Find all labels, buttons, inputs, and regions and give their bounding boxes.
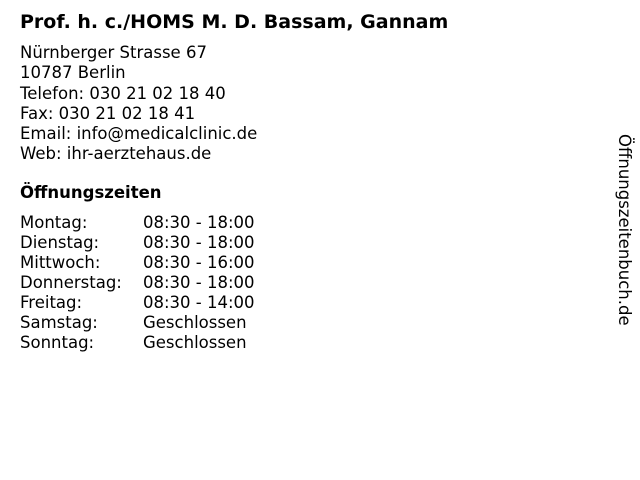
day-label: Dienstag:: [20, 233, 100, 252]
practice-title: Prof. h. c./HOMS M. D. Bassam, Gannam: [20, 11, 449, 33]
day-label: Donnerstag:: [20, 273, 122, 292]
time-value: Geschlossen: [143, 333, 247, 352]
city-address: 10787 Berlin: [20, 63, 126, 83]
day-label: Samstag:: [20, 313, 98, 332]
time-value: 08:30 - 18:00: [143, 213, 255, 232]
day-label: Mittwoch:: [20, 253, 101, 272]
email-address: Email: info@medicalclinic.de: [20, 124, 258, 144]
day-label: Sonntag:: [20, 333, 95, 352]
time-value: 08:30 - 18:00: [143, 273, 255, 292]
time-value: 08:30 - 16:00: [143, 253, 255, 272]
time-value: 08:30 - 14:00: [143, 293, 255, 312]
hours-heading: Öffnungszeiten: [20, 183, 162, 202]
side-brand-text: Öffnungszeitenbuch.de: [615, 134, 634, 326]
time-value: 08:30 - 18:00: [143, 233, 255, 252]
fax-number: Fax: 030 21 02 18 41: [20, 103, 196, 123]
website: Web: ihr-aerztehaus.de: [20, 144, 212, 164]
phone-number: Telefon: 030 21 02 18 40: [20, 83, 226, 103]
contact-block: [20, 43, 257, 165]
street-address: Nürnberger Strasse 67: [20, 43, 207, 62]
day-label: Freitag:: [20, 293, 83, 312]
day-label: Montag:: [20, 213, 88, 232]
time-value: Geschlossen: [143, 313, 247, 332]
